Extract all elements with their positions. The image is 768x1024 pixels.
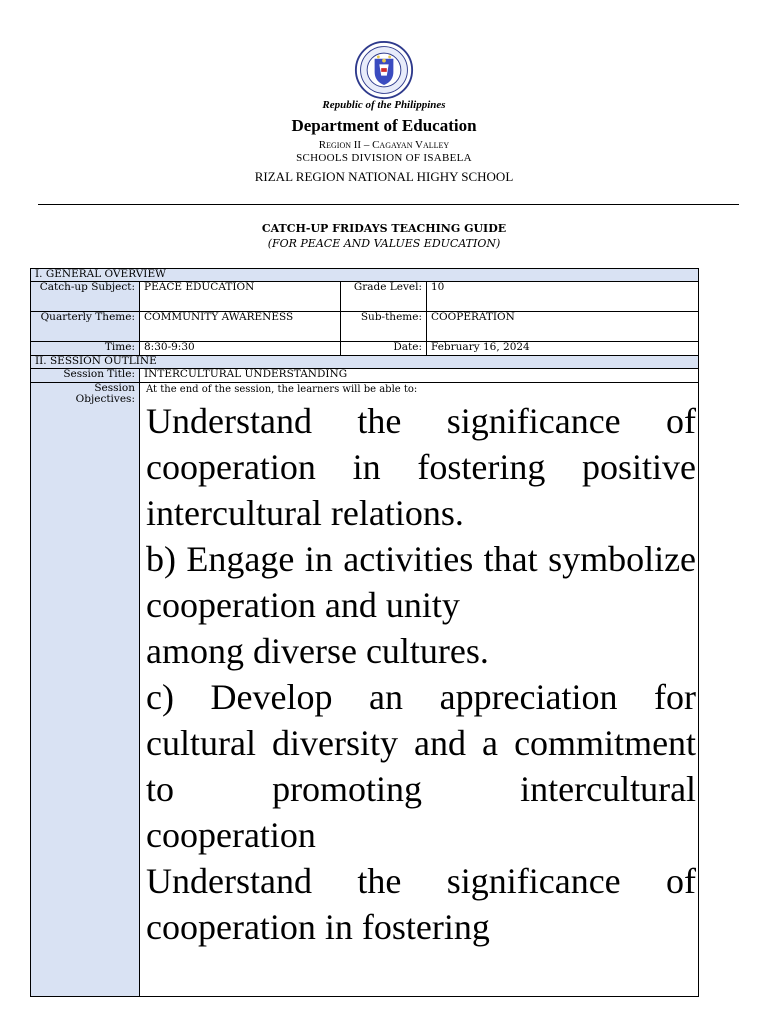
objective-item: Understand the significance of cooperation in fostering positive intercultural relations. xyxy=(146,401,697,533)
session-title-label: Session Title: xyxy=(31,369,140,383)
section-general-overview: I. GENERAL OVERVIEW xyxy=(31,269,699,282)
time-value: 8:30-9:30 xyxy=(140,342,341,356)
objectives-intro: At the end of the session, the learners will be able to: xyxy=(146,384,418,395)
grade-label: Grade Level: xyxy=(341,282,427,312)
guide-subtitle: (FOR PEACE AND VALUES EDUCATION) xyxy=(267,237,501,250)
objective-item: Understand the significance of cooperation in fostering xyxy=(146,861,697,947)
objective-item: b) Engage in activities that symbolize cooperation and unity xyxy=(146,539,697,625)
subtheme-value: COOPERATION xyxy=(427,312,699,342)
republic-line: Republic of the Philippines xyxy=(322,99,446,111)
objective-item: among diverse cultures. xyxy=(146,631,489,671)
objectives-label: Session Objectives: xyxy=(31,383,140,997)
time-label: Time: xyxy=(31,342,140,356)
school-name: RIZAL REGION NATIONAL HIGHY SCHOOL xyxy=(254,169,514,184)
subtheme-label: Sub-theme: xyxy=(341,312,427,342)
department-name: Department of Education xyxy=(291,116,477,135)
teaching-guide-table xyxy=(30,268,699,997)
guide-title: CATCH-UP FRIDAYS TEACHING GUIDE xyxy=(261,222,507,235)
section-session-outline: II. SESSION OUTLINE xyxy=(31,356,699,369)
objective-item: c) Develop an appreciation for cultural diversity and a commitment to promoting intercultural cooperation xyxy=(146,677,697,855)
objectives-list xyxy=(146,398,696,950)
theme-value: COMMUNITY AWARENESS xyxy=(140,312,341,342)
theme-label: Quarterly Theme: xyxy=(31,312,140,342)
deped-seal-icon xyxy=(352,40,416,100)
subject-label: Catch-up Subject: xyxy=(31,282,140,312)
division-line: SCHOOLS DIVISION OF ISABELA xyxy=(296,152,472,164)
date-value: February 16, 2024 xyxy=(427,342,699,356)
grade-value: 10 xyxy=(427,282,699,312)
date-label: Date: xyxy=(341,342,427,356)
session-title-value: INTERCULTURAL UNDERSTANDING xyxy=(140,369,699,383)
subject-value: PEACE EDUCATION xyxy=(140,282,341,312)
header-divider xyxy=(38,204,739,205)
region-line: Region II – Cagayan Valley xyxy=(318,139,450,151)
